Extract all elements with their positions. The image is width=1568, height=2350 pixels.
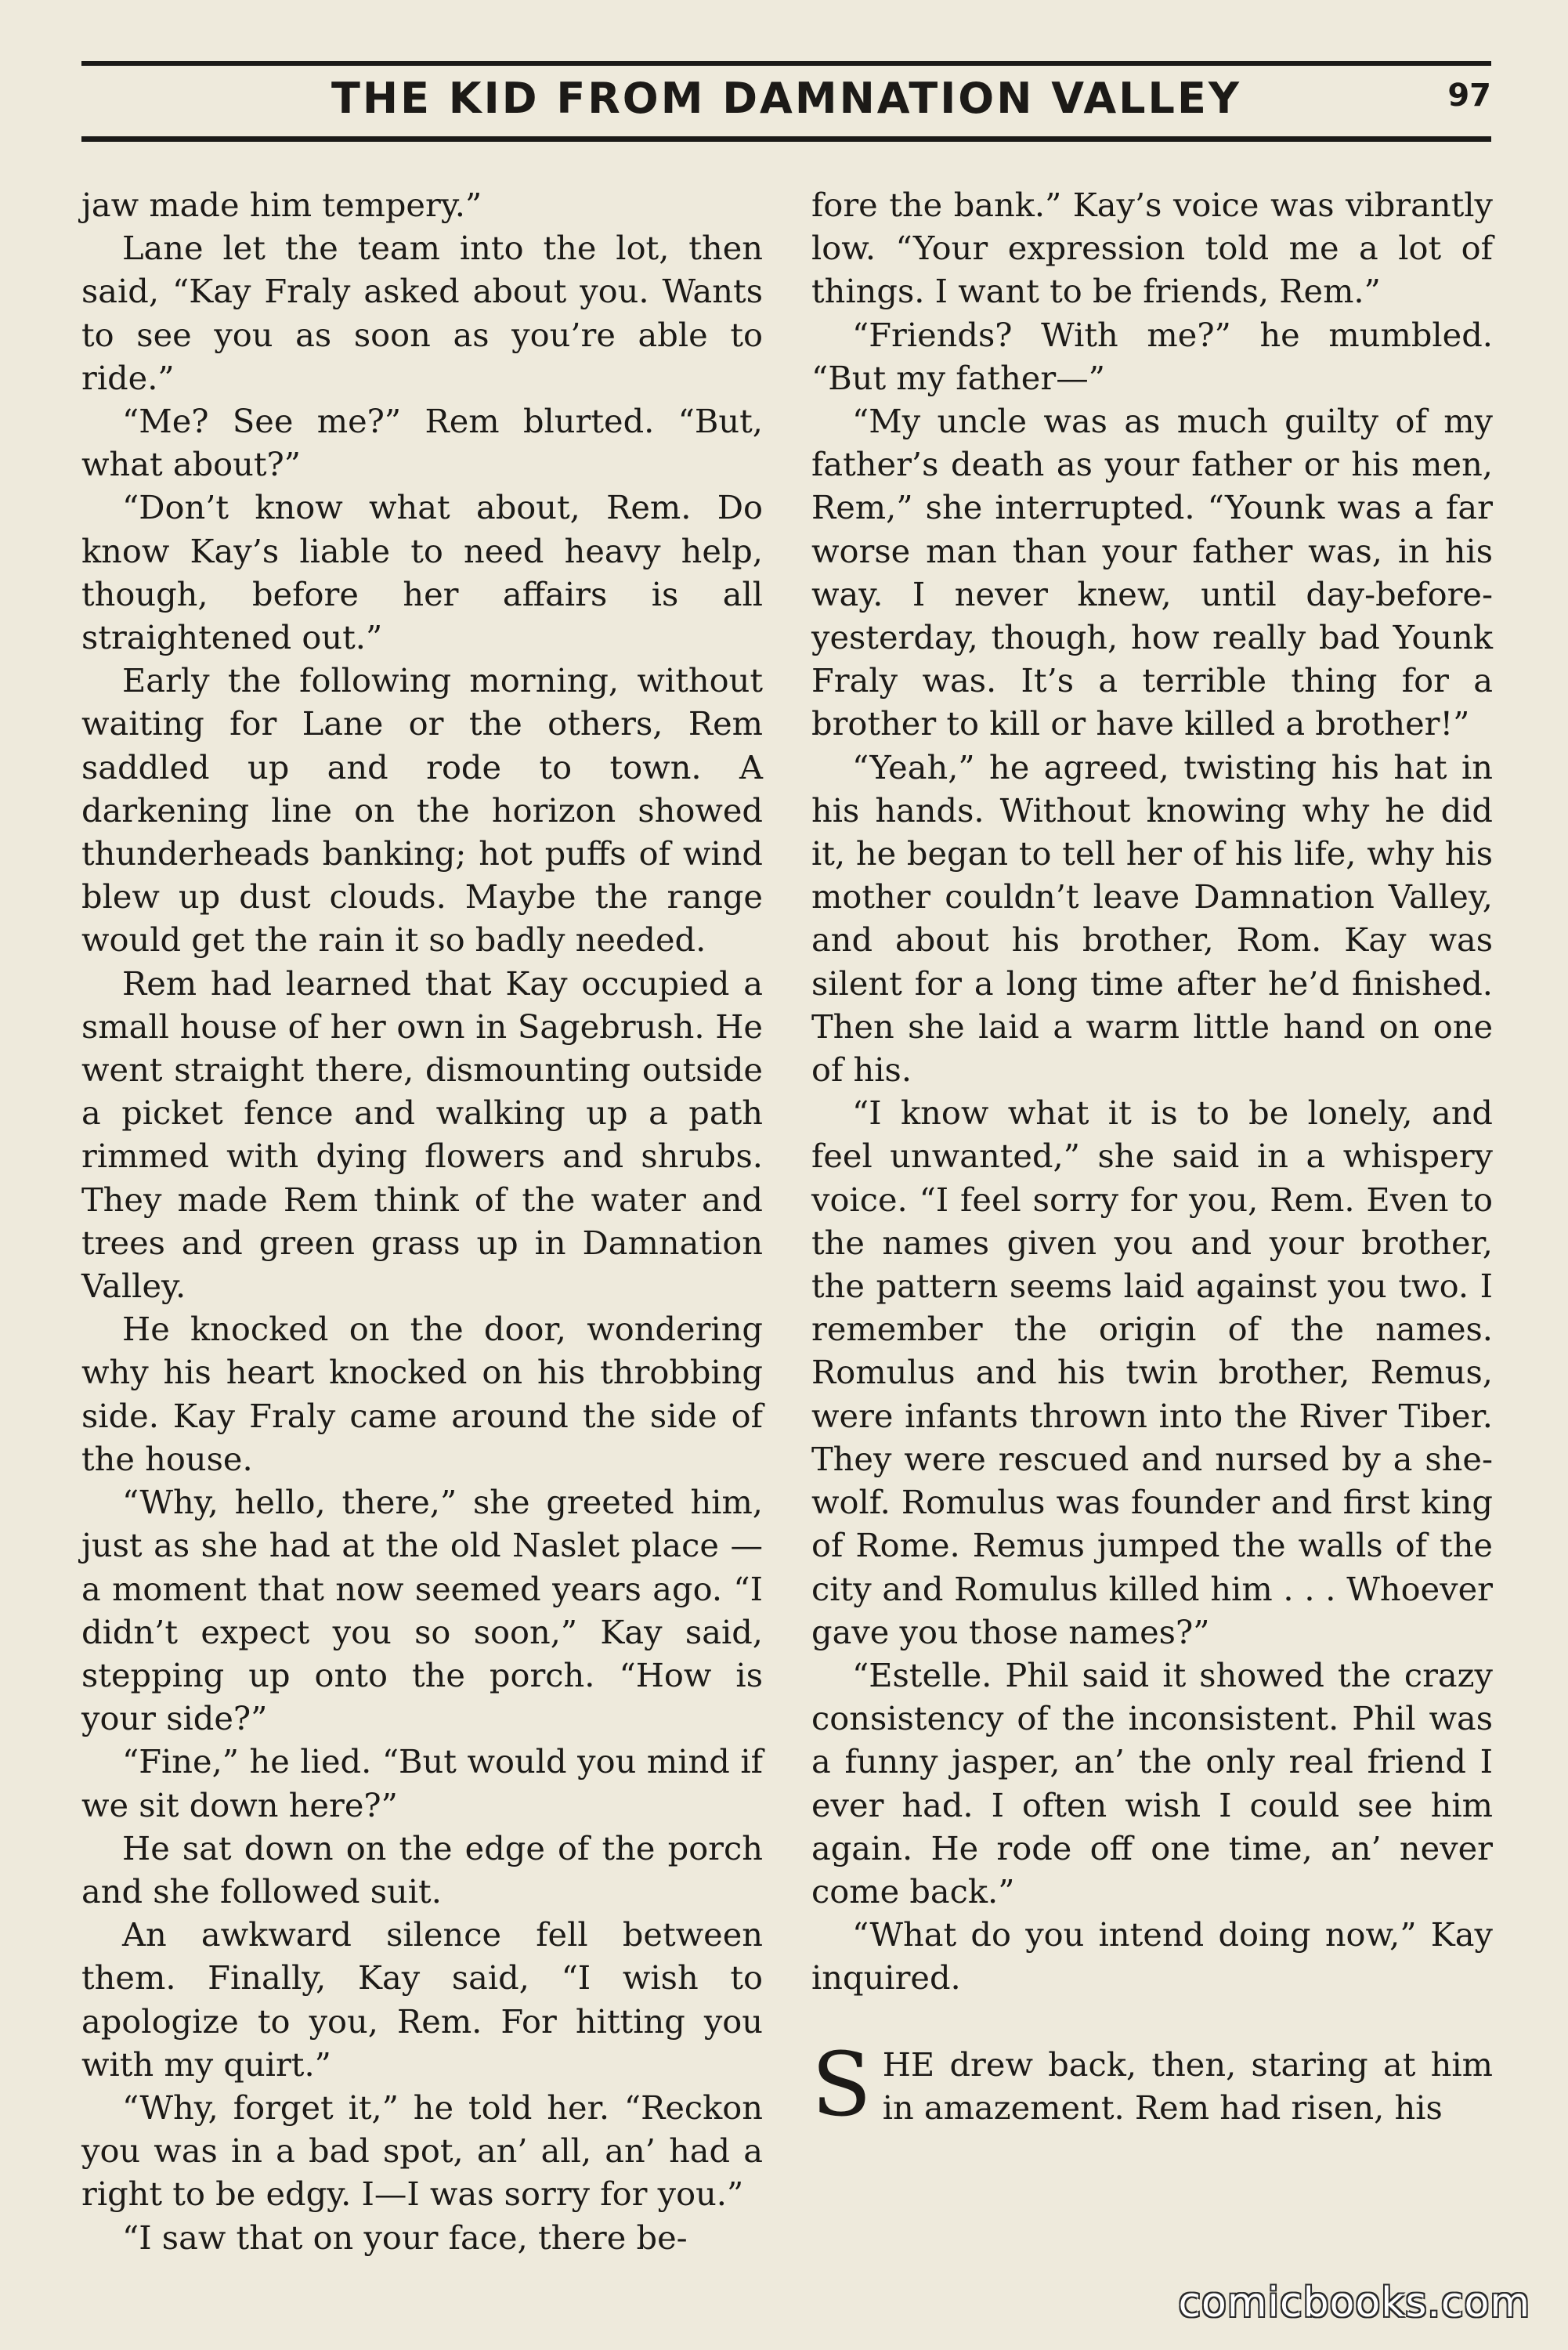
drop-cap-initial: S	[811, 2034, 872, 2136]
watermark-logo: comicbooks.com	[1178, 2280, 1530, 2326]
page-number: 97	[1447, 78, 1491, 114]
paragraph: “I know what it is to be lonely, and feel unwanted,” she said in a whispery voice. “I feel sorry for you, Rem. Even to the names given you and your brother, the pattern seems laid against you two. I remember the origin of the names. Romulus and his twin brother, Remus, were infants thrown into the River Tiber. They were rescued and nursed by a she-wolf. Romulus was founder and first king of Rome. Remus jumped the walls of the city and Romulus killed him . . . Whoever gave you those names?”	[811, 1094, 1493, 1651]
paragraph: “Fine,” he lied. “But would you mind if we sit down here?”	[81, 1742, 763, 1824]
paragraph: Lane let the team into the lot, then said, “Kay Fraly asked about you. Wants to see you as soon as you’re able to ride.”	[81, 229, 763, 397]
paragraph: He knocked on the door, wondering why his heart knocked on his throbbing side. Kay Fraly came around the side of the house.	[81, 1310, 763, 1478]
paragraph: “I saw that on your face, there be-	[122, 2218, 688, 2257]
right-column	[811, 183, 1493, 2136]
paragraph: “Yeah,” he agreed, twisting his hat in his hands. Without knowing why he did it, he began to tell her of his life, why his mother couldn’t leave Damnation Valley, and about his brother, Rom. Kay was silent for a long time after he’d finished. Then she laid a warm little hand on one of his.	[811, 747, 1493, 1090]
left-column	[81, 183, 763, 2259]
paragraph: Rem had learned that Kay occupied a small house of her own in Sagebrush. He went straight there, dismounting outside a picket fence and walking up a path rimmed with dying flowers and shrubs. They made Rem think of the water and trees and green grass up in Damnation Valley.	[81, 964, 763, 1306]
paragraph: “Friends? With me?” he mumbled. “But my father—”	[811, 315, 1493, 397]
dropcap-paragraph	[811, 2034, 1493, 2136]
paragraph: Early the following morning, without waiting for Lane or the others, Rem saddled up and rode to town. A darkening line on the horizon showed thunderheads banking; hot puffs of wind blew up dust clouds. Maybe the range would get the rain it so badly needed.	[81, 661, 763, 960]
header-bottom-rule	[81, 136, 1491, 142]
paragraph: “My uncle was as much guilty of my father’s death as your father or his men, Rem,” she interrupted. “Younk was a far worse man than your father was, in his way. I never knew, until day-before-yesterday, though, how really bad Younk Fraly was. It’s a terrible thing for a brother to kill or have killed a brother!”	[811, 402, 1493, 743]
paragraph: jaw made him tempery.”	[81, 186, 482, 224]
paragraph: He sat down on the edge of the porch and she followed suit.	[81, 1828, 763, 1911]
paragraph: An awkward silence fell between them. Finally, Kay said, “I wish to apologize to you, Rem. For hitting you with my quirt.”	[81, 1915, 763, 2084]
running-header-title: THE KID FROM DAMNATION VALLEY	[331, 74, 1241, 123]
paragraph: fore the bank.” Kay’s voice was vibrantly low. “Your expression told me a lot of things. I want to be friends, Rem.”	[811, 186, 1493, 311]
paragraph: “Me? See me?” Rem blurted. “But, what about?”	[81, 402, 763, 484]
paragraph: “Why, forget it,” he told her. “Reckon you was in a bad spot, an’ all, an’ had a right to be edgy. I—I was sorry for you.”	[81, 2088, 763, 2214]
paragraph: “Why, hello, there,” she greeted him, just as she had at the old Naslet place —a moment that now seemed years ago. “I didn’t expect you so soon,” Kay said, stepping up onto the porch. “How is your side?”	[81, 1483, 763, 1738]
header-top-rule	[81, 61, 1491, 66]
paragraph: “Don’t know what about, Rem. Do know Kay’s liable to need heavy help, though, before her affairs is all straightened out.”	[81, 488, 763, 657]
paragraph: “Estelle. Phil said it showed the crazy consistency of the inconsistent. Phil was a funny jasper, an’ the only real friend I ever had. I often wish I could see him again. He rode off one time, an’ never come back.”	[811, 1655, 1493, 1911]
dropcap-paragraph-text: HE drew back, then, staring at him in amazement. Rem had risen, his	[882, 2044, 1493, 2127]
paragraph: “What do you intend doing now,” Kay inquired.	[811, 1915, 1493, 1998]
